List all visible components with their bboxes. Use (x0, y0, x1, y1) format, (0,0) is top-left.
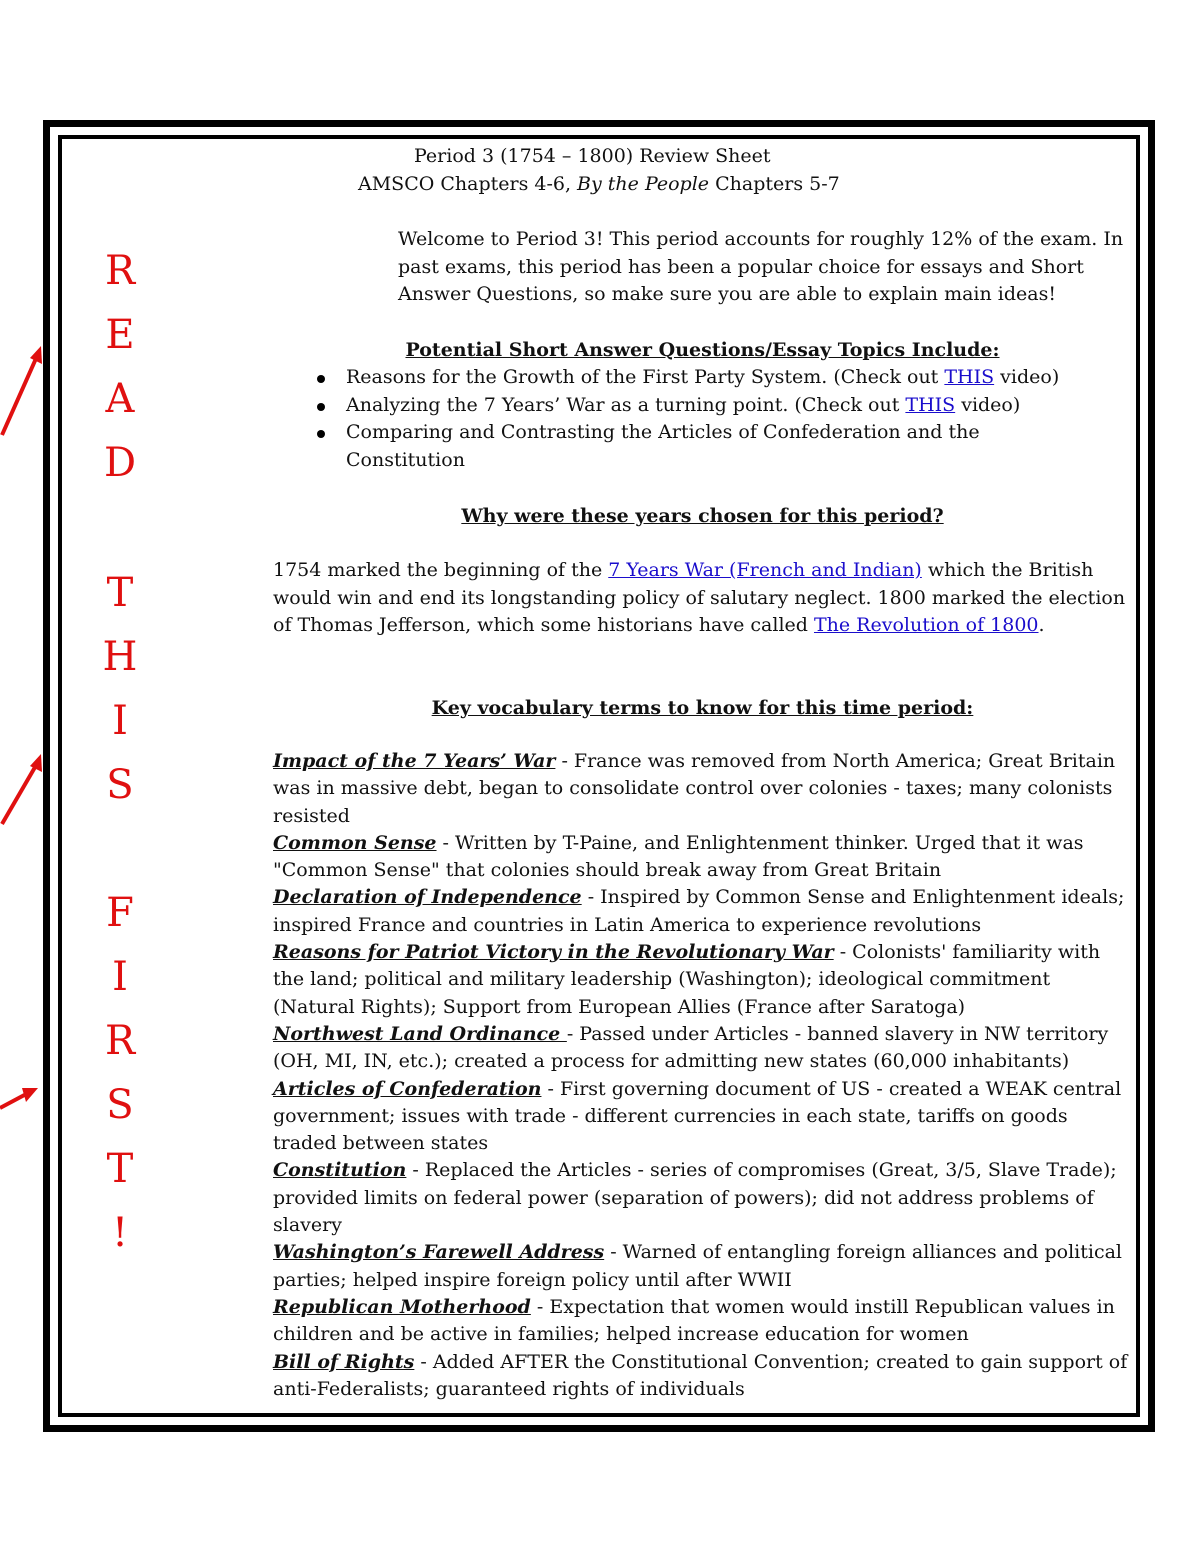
side-letter: T (106, 570, 134, 616)
vocab-term: Northwest Land Ordinance (273, 1022, 567, 1045)
topic-item: Reasons for the Growth of the First Party System. (Check out THIS video) (313, 364, 1113, 392)
side-letter: E (105, 312, 135, 358)
topic-item: Analyzing the 7 Years’ War as a turning point. (Check out THIS video) (313, 392, 1113, 420)
vocab-entry: Common Sense - Written by T-Paine, and Enlightenment thinker. Urged that it was "Common Sense" that colonies should break away from Great Britain (273, 831, 1084, 882)
why-heading: Why were these years chosen for this period? (461, 505, 944, 527)
this-video-link[interactable]: THIS (905, 393, 956, 416)
vocab-entry: Northwest Land Ordinance - Passed under Articles - banned slavery in NW territory (OH, MI, IN, etc.); created a process for admitting new states (60,000 inhabitants) (273, 1022, 1109, 1073)
vocab-term: Common Sense (273, 831, 437, 854)
vocab-entry: Bill of Rights - Added AFTER the Constitutional Convention; created to gain support of anti-Federalists; guaranteed rights of individuals (273, 1350, 1128, 1400)
red-arrow-icon (0, 748, 50, 838)
vocab-term: Bill of Rights (273, 1350, 415, 1373)
intro-paragraph: Welcome to Period 3! This period accounts for roughly 12% of the exam. In past exams, this period has been a popular choice for essays and Short Answer Questions, so make sure you are able to explain main ideas! (398, 228, 1124, 305)
topics-heading: Potential Short Answer Questions/Essay Topics Include: (405, 339, 1000, 361)
vocab-term: Constitution (273, 1159, 407, 1182)
bullet-icon (317, 430, 325, 438)
revolution-of-1800-link[interactable]: The Revolution of 1800 (813, 614, 1039, 636)
red-arrow-icon (0, 1078, 50, 1118)
vocab-term: Impact of the 7 Years’ War (273, 750, 556, 772)
page-subtitle (358, 170, 840, 198)
vocab-term: Declaration of Independence (273, 886, 582, 909)
vocab-entry: Impact of the 7 Years’ War - France was removed from North America; Great Britain was in massive debt, began to consolidate control over colonies - taxes; many colonists resisted (273, 750, 1116, 827)
vocab-entry: Articles of Confederation - First governing document of US - created a WEAK central government; issues with trade - different currencies in each state, tariffs on goods traded between states (273, 1077, 1122, 1155)
topics-list (313, 364, 1113, 474)
side-letter: I (112, 698, 128, 744)
side-letter: R (104, 248, 136, 294)
topic-item: Comparing and Contrasting the Articles of Confederation and the Constitution (313, 419, 1113, 474)
bullet-icon (317, 375, 325, 383)
page-title: Period 3 (1754 – 1800) Review Sheet (414, 145, 771, 167)
vocab-entry: Constitution - Replaced the Articles - series of compromises (Great, 3/5, Slave Trade); provided limits on federal power (separation of powers); did not address problems of slavery (273, 1159, 1117, 1237)
vocab-heading: Key vocabulary terms to know for this time period: (431, 697, 974, 719)
vocab-term: Reasons for Patriot Victory in the Revolutionary War (273, 941, 834, 964)
this-video-link[interactable]: THIS (944, 366, 995, 388)
side-letter: A (105, 376, 135, 422)
vocab-entry: Washington’s Farewell Address - Warned of entangling foreign alliances and political parties; helped inspire foreign policy until after WWII (273, 1241, 1122, 1291)
side-letter: I (112, 954, 128, 1000)
side-letter: D (103, 440, 137, 486)
why-paragraph: 1754 marked the beginning of the 7 Years War (French and Indian) which the British would win and end its longstanding policy of salutary neglect. 1800 marked the election of Thomas Jefferson, which some historians have called The Revolution of 1800. (273, 559, 1126, 636)
side-letter: H (102, 634, 138, 680)
subtitle-suffix: Chapters 5-7 (709, 173, 840, 195)
vocab-entry: Republican Motherhood - Expectation that women would instill Republican values in children and be active in families; helped increase education for women (273, 1295, 1115, 1346)
vocab-term: Articles of Confederation (273, 1077, 542, 1100)
seven-years-war-link[interactable]: 7 Years War (French and Indian) (608, 559, 922, 581)
vocab-list (273, 748, 1135, 1403)
vocab-entry: Reasons for Patriot Victory in the Revolutionary War - Colonists' familiarity with the land; political and military leadership (Washington); ideological commitment (Natural Rights); Support from European Allies (France after Saratoga) (273, 941, 1101, 1018)
bullet-icon (317, 403, 325, 411)
side-letter: ! (111, 1210, 129, 1256)
vocab-term: Republican Motherhood (273, 1295, 531, 1318)
red-arrow-icon (0, 340, 50, 450)
subtitle-italic: By the People (577, 173, 710, 195)
vocab-entry: Declaration of Independence - Inspired by Common Sense and Enlightenment ideals; inspired France and countries in Latin America to experience revolutions (273, 886, 1125, 936)
side-letter: S (106, 1082, 134, 1128)
side-letter: R (104, 1018, 136, 1064)
side-letter: F (106, 890, 134, 936)
side-letter: S (106, 762, 134, 808)
subtitle-prefix: AMSCO Chapters 4-6, (358, 173, 578, 195)
vocab-term: Washington’s Farewell Address (273, 1241, 605, 1264)
side-letter: T (106, 1146, 134, 1192)
